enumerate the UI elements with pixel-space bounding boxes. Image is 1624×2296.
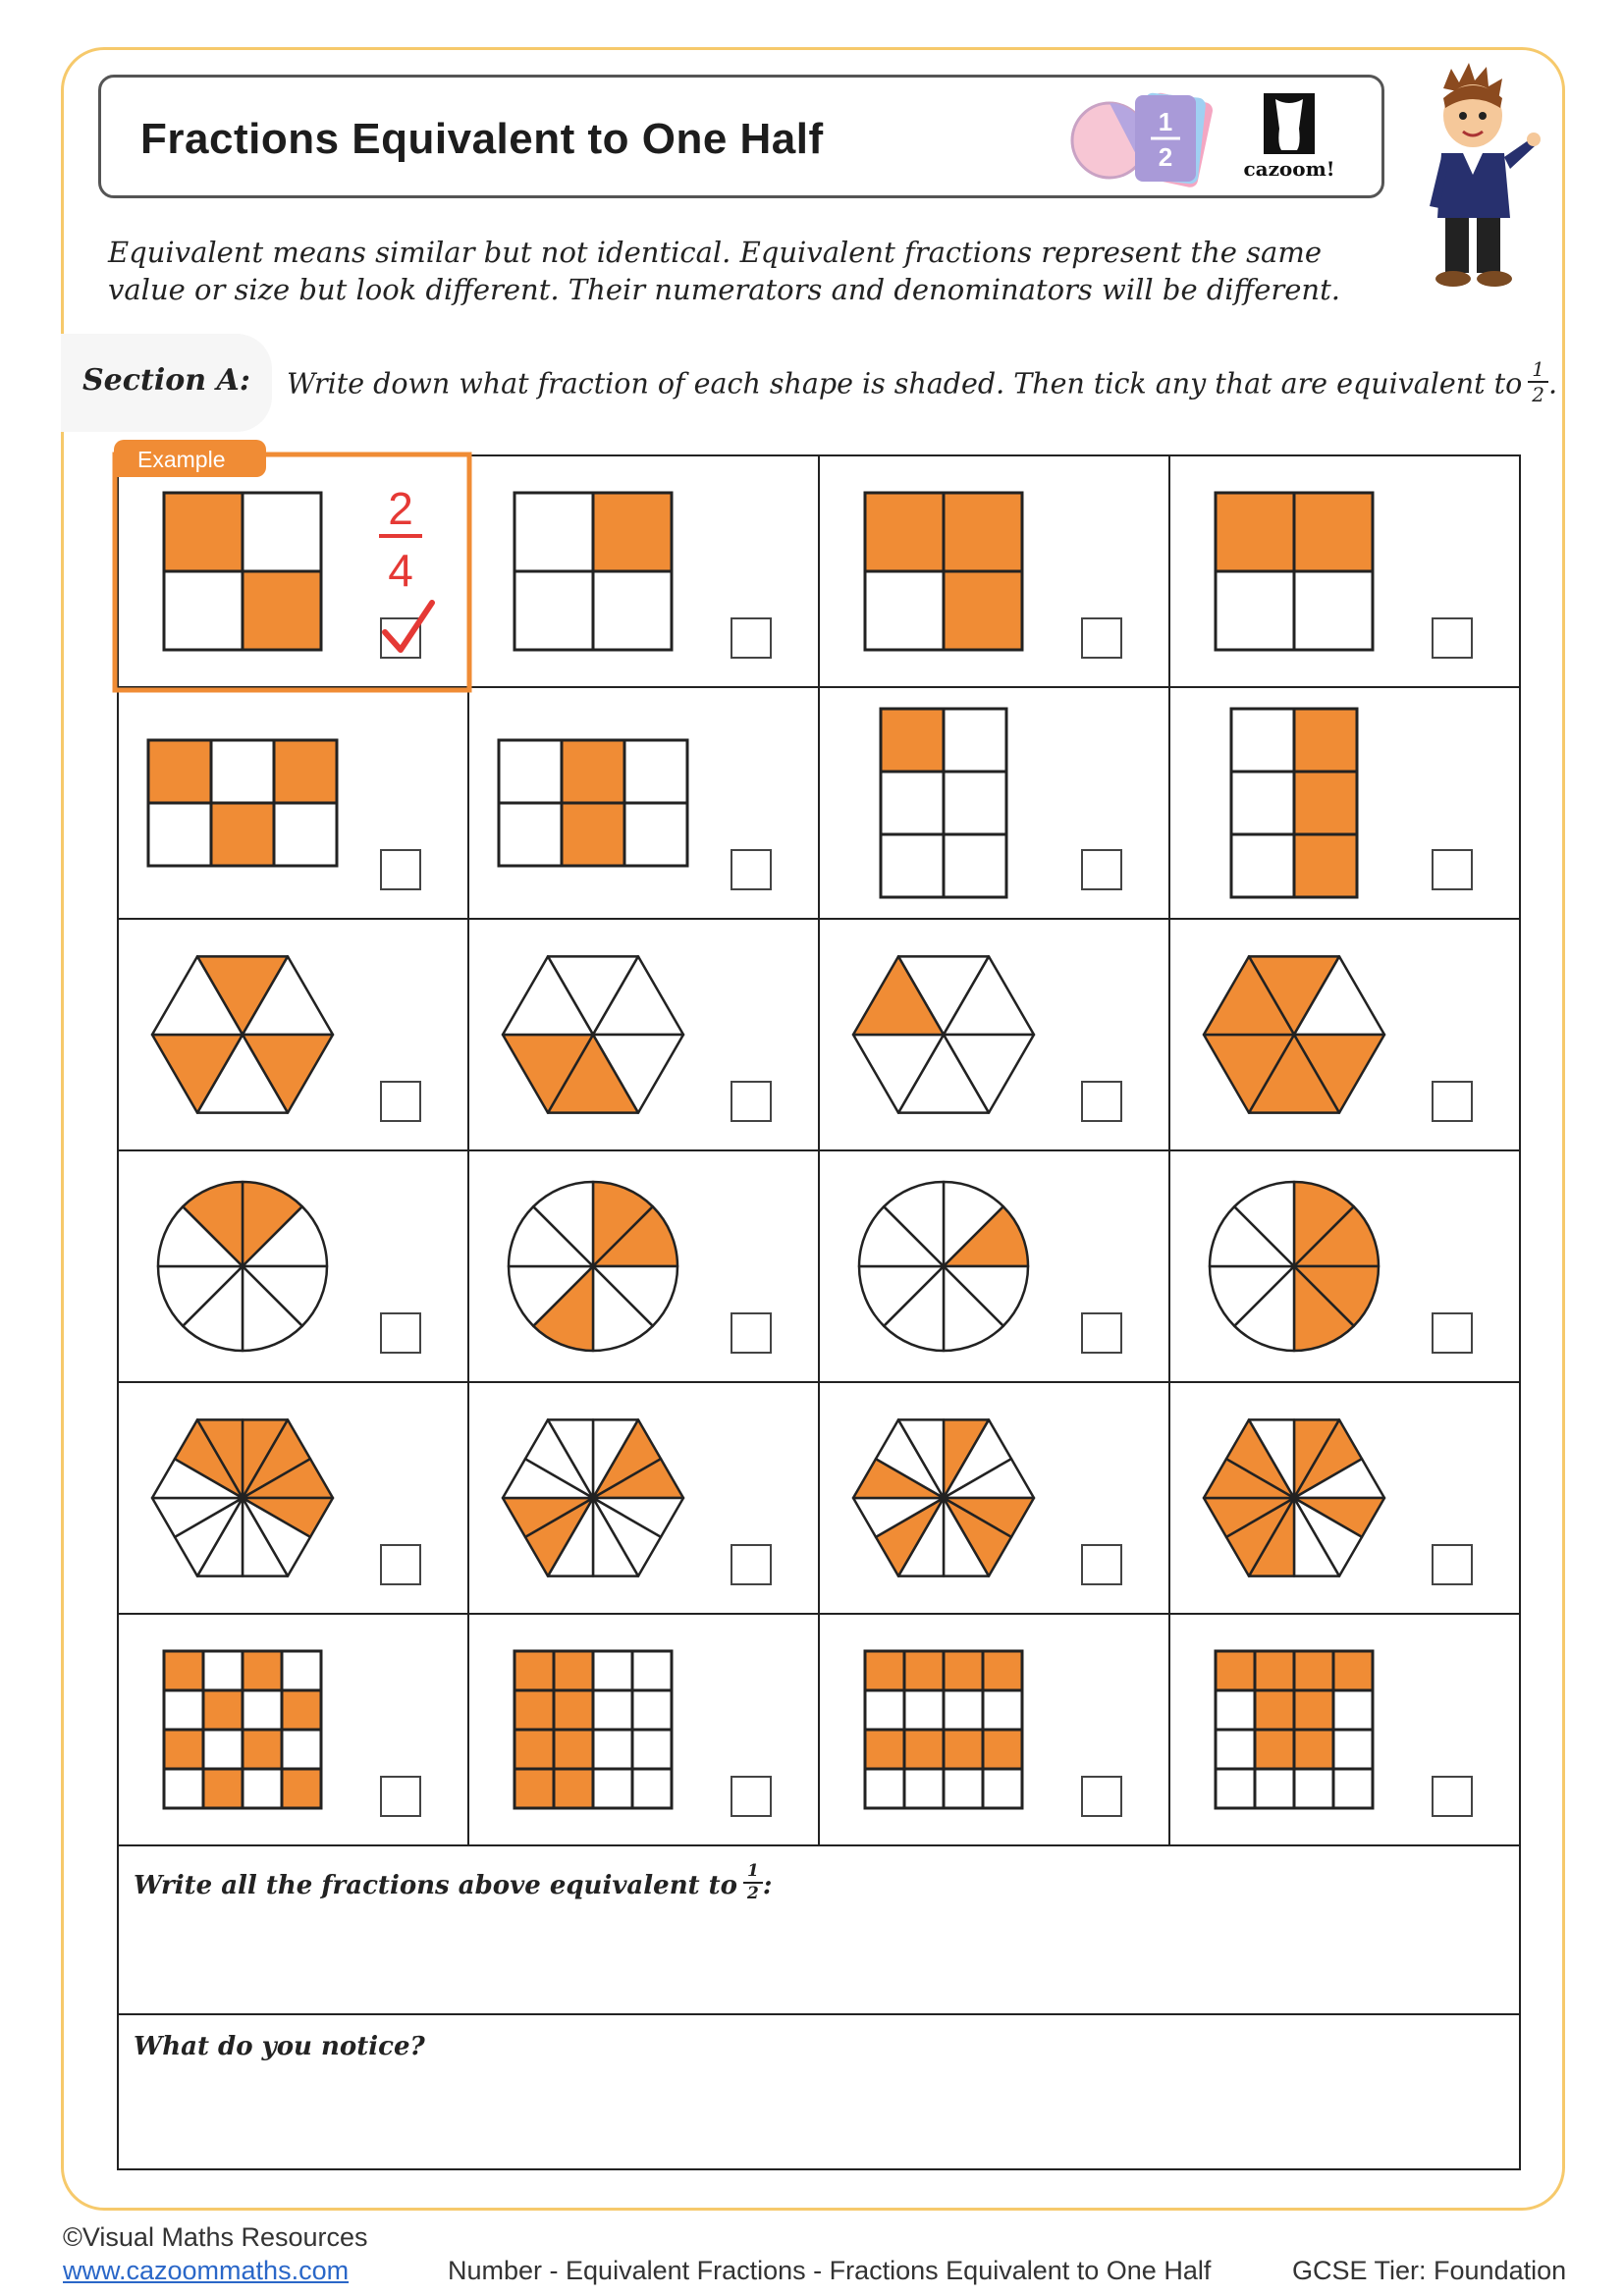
tick-checkbox[interactable] (381, 1082, 420, 1121)
shaded-part (554, 1730, 593, 1769)
shaded-part (203, 1690, 243, 1730)
unshaded-part (203, 1730, 243, 1769)
shaded-part (1294, 493, 1373, 571)
shaded-part (944, 1651, 983, 1690)
shaded-part (514, 1651, 554, 1690)
shaded-part (1255, 1651, 1294, 1690)
tick-checkbox[interactable] (731, 618, 771, 658)
shaded-part (554, 1769, 593, 1808)
tick-checkbox[interactable] (1082, 1082, 1121, 1121)
unshaded-part (1216, 1690, 1255, 1730)
fraction-shape (148, 740, 337, 866)
tick-checkbox[interactable] (731, 1545, 771, 1584)
unshaded-part (865, 571, 944, 650)
shaded-part (243, 1651, 282, 1690)
fraction-shape (503, 956, 683, 1112)
fraction-shape (509, 1182, 677, 1351)
tick-checkbox[interactable] (731, 850, 771, 889)
shaded-part (1333, 1651, 1373, 1690)
unshaded-part (944, 772, 1006, 834)
tick-checkbox[interactable] (1433, 1313, 1472, 1353)
shaded-part (865, 493, 944, 571)
shaded-part (1294, 834, 1357, 897)
shaded-part (164, 1730, 203, 1769)
shaded-part (514, 1769, 554, 1808)
tick-checkbox[interactable] (381, 1313, 420, 1353)
intro-text: Equivalent means similar but not identical. Equivalent fractions represent the same value or size but look different. Their numerators and denominators will be different. (108, 236, 1340, 306)
shaded-part (1294, 709, 1357, 772)
fraction-shape (1216, 1651, 1373, 1808)
shaded-part (164, 493, 243, 571)
fraction-shape (1210, 1182, 1379, 1351)
prompt1-end: : (762, 1871, 773, 1900)
prompt1-fraction-numerator: 1 (743, 1863, 763, 1884)
answer-prompt-notice: What do you notice? (134, 2032, 425, 2061)
card-numerator: 1 (1158, 107, 1173, 136)
unshaded-part (593, 571, 672, 650)
fraction-shape (865, 493, 1022, 650)
unshaded-part (593, 1730, 632, 1769)
tick-checkbox[interactable] (381, 850, 420, 889)
unshaded-part (1333, 1730, 1373, 1769)
shaded-part (164, 1651, 203, 1690)
unshaded-part (243, 493, 321, 571)
unshaded-part (904, 1769, 944, 1808)
fraction-shape (514, 493, 672, 650)
unshaded-part (593, 1690, 632, 1730)
fraction-shape (865, 1651, 1022, 1808)
shaded-part (944, 493, 1022, 571)
unshaded-part (865, 1690, 904, 1730)
unshaded-part (274, 803, 337, 866)
shaded-part (243, 571, 321, 650)
unshaded-part (1255, 1769, 1294, 1808)
shaded-part (1294, 1651, 1333, 1690)
unshaded-part (904, 1690, 944, 1730)
tick-checkbox[interactable] (1433, 1777, 1472, 1816)
unshaded-part (1333, 1769, 1373, 1808)
card-denominator: 2 (1158, 142, 1173, 172)
shaded-part (904, 1651, 944, 1690)
unshaded-part (632, 1769, 672, 1808)
tick-checkbox[interactable] (731, 1777, 771, 1816)
example-tag-label: Example (137, 447, 226, 472)
unshaded-part (1216, 1769, 1255, 1808)
unshaded-part (632, 1651, 672, 1690)
tick-checkbox[interactable] (1433, 618, 1472, 658)
instruction-fraction-denominator: 2 (1532, 383, 1544, 406)
unshaded-part (624, 740, 687, 803)
unshaded-part (148, 803, 211, 866)
shaded-part (148, 740, 211, 803)
unshaded-part (624, 803, 687, 866)
shaded-part (1216, 493, 1294, 571)
unshaded-part (164, 1769, 203, 1808)
unshaded-part (944, 1690, 983, 1730)
fraction-shape (514, 1651, 672, 1808)
unshaded-part (243, 1690, 282, 1730)
unshaded-part (1216, 571, 1294, 650)
shaded-part (944, 1730, 983, 1769)
shaded-part (554, 1651, 593, 1690)
fraction-shape (859, 1182, 1028, 1351)
fraction-shape (503, 1419, 683, 1575)
footer-topic: Number - Equivalent Fractions - Fractions Equivalent to One Half (448, 2256, 1212, 2285)
shaded-part (865, 1651, 904, 1690)
shaded-part (593, 493, 672, 571)
unshaded-part (164, 571, 243, 650)
footer-tier: GCSE Tier: Foundation (1292, 2256, 1567, 2285)
unshaded-part (632, 1690, 672, 1730)
unshaded-part (203, 1651, 243, 1690)
fraction-shape (1204, 1419, 1384, 1575)
footer-url-link[interactable]: www.cazoommaths.com (63, 2256, 350, 2285)
shaded-part (983, 1730, 1022, 1769)
tick-checkbox[interactable] (381, 1545, 420, 1584)
shaded-part (211, 803, 274, 866)
shaded-part (243, 1730, 282, 1769)
unshaded-part (865, 1769, 904, 1808)
fraction-shape (1231, 709, 1357, 897)
example-tag (114, 440, 266, 477)
unshaded-part (944, 709, 1006, 772)
answer-prompt-fractions (134, 1861, 773, 1906)
prompt1-fraction (743, 1863, 763, 1902)
fraction-shape (164, 1651, 321, 1808)
fraction-shape (1204, 956, 1384, 1112)
unshaded-part (499, 803, 562, 866)
unshaded-part (1333, 1690, 1373, 1730)
unshaded-part (983, 1690, 1022, 1730)
unshaded-part (1231, 709, 1294, 772)
tick-checkbox[interactable] (1082, 1545, 1121, 1584)
shaded-part (282, 1690, 321, 1730)
fraction-shape (853, 956, 1034, 1112)
unshaded-part (1216, 1730, 1255, 1769)
shaded-part (554, 1690, 593, 1730)
unshaded-part (881, 772, 944, 834)
example-shape (164, 493, 321, 650)
example-answer-numerator: 2 (388, 483, 413, 534)
footer-copyright: ©Visual Maths Resources (63, 2222, 368, 2252)
shaded-part (274, 740, 337, 803)
unshaded-part (593, 1651, 632, 1690)
fraction-shape (152, 956, 333, 1112)
shaded-part (1255, 1690, 1294, 1730)
shaded-part (865, 1730, 904, 1769)
instruction-end: . (1547, 367, 1558, 400)
unshaded-part (1294, 571, 1373, 650)
unshaded-part (632, 1730, 672, 1769)
instruction-fraction-numerator: 1 (1528, 359, 1548, 383)
unshaded-part (1231, 834, 1294, 897)
instruction-text: Write down what fraction of each shape is shaded. Then tick any that are equivalent to (287, 367, 1523, 400)
unshaded-part (243, 1769, 282, 1808)
shaded-part (514, 1730, 554, 1769)
unshaded-part (514, 571, 593, 650)
unshaded-part (593, 1769, 632, 1808)
shaded-part (944, 571, 1022, 650)
unshaded-part (282, 1651, 321, 1690)
unshaded-part (944, 1769, 983, 1808)
tick-checkbox[interactable] (1082, 850, 1121, 889)
shaded-part (282, 1769, 321, 1808)
shaded-part (983, 1651, 1022, 1690)
prompt1-text: Write all the fractions above equivalent to (134, 1871, 738, 1900)
fraction-shape (158, 1182, 327, 1351)
tick-checkbox[interactable] (1433, 1082, 1472, 1121)
tick-checkbox[interactable] (731, 1082, 771, 1121)
unshaded-part (944, 834, 1006, 897)
prompt1-fraction-denominator: 2 (747, 1884, 759, 1903)
page-title: Fractions Equivalent to One Half (140, 115, 824, 163)
tick-checkbox[interactable] (1433, 850, 1472, 889)
tick-checkbox[interactable] (1082, 1777, 1121, 1816)
tick-checkbox[interactable] (731, 1313, 771, 1353)
example-answer-denominator: 4 (388, 545, 413, 596)
fraction-shape (1216, 493, 1373, 650)
unshaded-part (983, 1769, 1022, 1808)
fraction-shape (853, 1419, 1034, 1575)
tick-checkbox[interactable] (1433, 1545, 1472, 1584)
unshaded-part (211, 740, 274, 803)
unshaded-part (164, 1690, 203, 1730)
shaded-part (1294, 1730, 1333, 1769)
shaded-part (1294, 772, 1357, 834)
shaded-part (562, 740, 624, 803)
fraction-shape (881, 709, 1006, 897)
unshaded-part (499, 740, 562, 803)
unshaded-part (1294, 1769, 1333, 1808)
section-label: Section A: (82, 363, 250, 398)
shaded-part (881, 709, 944, 772)
logo-brand-text: cazoom! (1243, 157, 1335, 181)
tick-checkbox[interactable] (1082, 1313, 1121, 1353)
tick-checkbox[interactable] (381, 1777, 420, 1816)
unshaded-part (881, 834, 944, 897)
shaded-part (203, 1769, 243, 1808)
fraction-shape (152, 1419, 333, 1575)
unshaded-part (514, 493, 593, 571)
shaded-part (514, 1690, 554, 1730)
unshaded-part (1231, 772, 1294, 834)
shaded-part (1255, 1730, 1294, 1769)
shaded-part (562, 803, 624, 866)
unshaded-part (282, 1730, 321, 1769)
shaded-part (1294, 1690, 1333, 1730)
shaded-part (904, 1730, 944, 1769)
shaded-part (1216, 1651, 1255, 1690)
tick-checkbox[interactable] (1082, 618, 1121, 658)
fraction-shape (499, 740, 687, 866)
